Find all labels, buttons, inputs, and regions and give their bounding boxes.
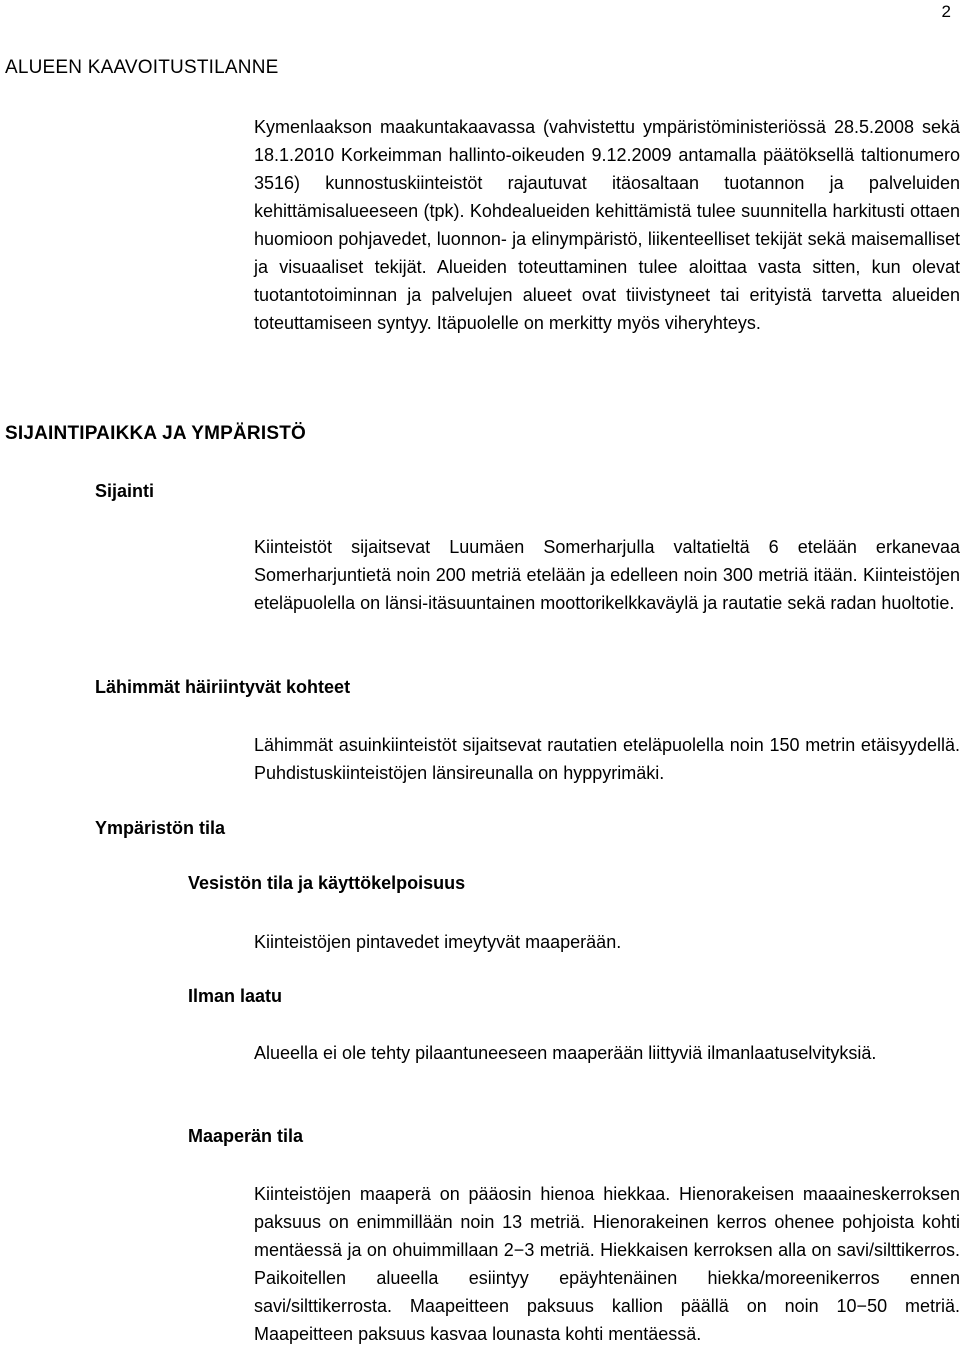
- subheading-ympariston-tila: Ympäristön tila: [95, 818, 226, 838]
- page-number: 2: [941, 2, 951, 21]
- section-title-kaavoitus: ALUEEN KAAVOITUSTILANNE: [5, 57, 279, 78]
- hairiintyvat-paragraph: Lähimmät asuinkiinteistöt sijaitsevat rautatien eteläpuolella noin 150 metrin etäisyydellä. Puhdistuskiinteistöjen länsireunalla on hyppyrimäki.: [254, 735, 960, 783]
- subheading-ilman-laatu: Ilman laatu: [188, 986, 283, 1006]
- kaavoitus-paragraph: Kymenlaakson maakuntakaavassa (vahvistettu ympäristöministeriössä 28.5.2008 sekä 18.1.2010 Korkeimman hallinto-oikeuden 9.12.2009 antamalla päätöksellä taltionumero 3516) kunnostuskiinteistöt rajautuvat itäosaltaan tuotannon ja palveluiden kehittämisalueeseen (tpk). Kohdealueiden kehittämistä tulee suunnitella harkitusti ottaen huomioon pohjavedet, luonnon- ja elinympäristö, liikenteelliset tekijät sekä maisemalliset ja visuaaliset tekijät. Alueiden toteuttaminen tulee aloittaa vasta sitten, kun olevat tuotantotoiminnan ja palvelujen alueet ovat tiivistyneet tai erityistä tarvetta alueiden toteuttamiseen syntyy. Itäpuolelle on merkitty myös viheryhteys.: [254, 117, 960, 333]
- subheading-hairiintyvat-kohteet: Lähimmät häiriintyvät kohteet: [95, 677, 351, 697]
- subheading-sijainti: Sijainti: [95, 481, 155, 501]
- ilma-paragraph: Alueella ei ole tehty pilaantuneeseen maaperään liittyviä ilmanlaatuselvityksiä.: [254, 1043, 877, 1063]
- vesisto-paragraph: Kiinteistöjen pintavedet imeytyvät maaperään.: [254, 932, 622, 952]
- sijainti-paragraph: Kiinteistöt sijaitsevat Luumäen Somerharjulla valtatieltä 6 etelään erkanevaa Somerharjuntietä noin 200 metriä etelään ja edelleen noin 300 metriä itään. Kiinteistöjen eteläpuolella on länsi-itäsuuntainen moottorikelkkaväylä ja rautatie sekä radan huoltotie.: [254, 537, 960, 613]
- subheading-vesiston-tila: Vesistön tila ja käyttökelpoisuus: [188, 873, 466, 893]
- subheading-maaperan-tila: Maaperän tila: [188, 1126, 304, 1146]
- maapera-paragraph: Kiinteistöjen maaperä on pääosin hienoa hiekkaa. Hienorakeisen maaaineskerroksen paksuus on enimmillään noin 13 metriä. Hienorakeinen kerros ohenee pohjoista kohti mentäessä ja on ohuimmillaan 2−3 metriä. Hiekkaisen kerroksen alla on savi/silttikerros. Paikoitellen alueella esiintyy epäyhtenäinen hiekka/moreenikerros ennen savi/silttikerrosta. Maapeitteen paksuus kallion päällä on noin 10−50 metriä. Maapeitteen paksuus kasvaa lounasta kohti mentäessä.: [254, 1184, 960, 1344]
- section-title-sijaintipaikka: SIJAINTIPAIKKA JA YMPÄRISTÖ: [5, 423, 306, 444]
